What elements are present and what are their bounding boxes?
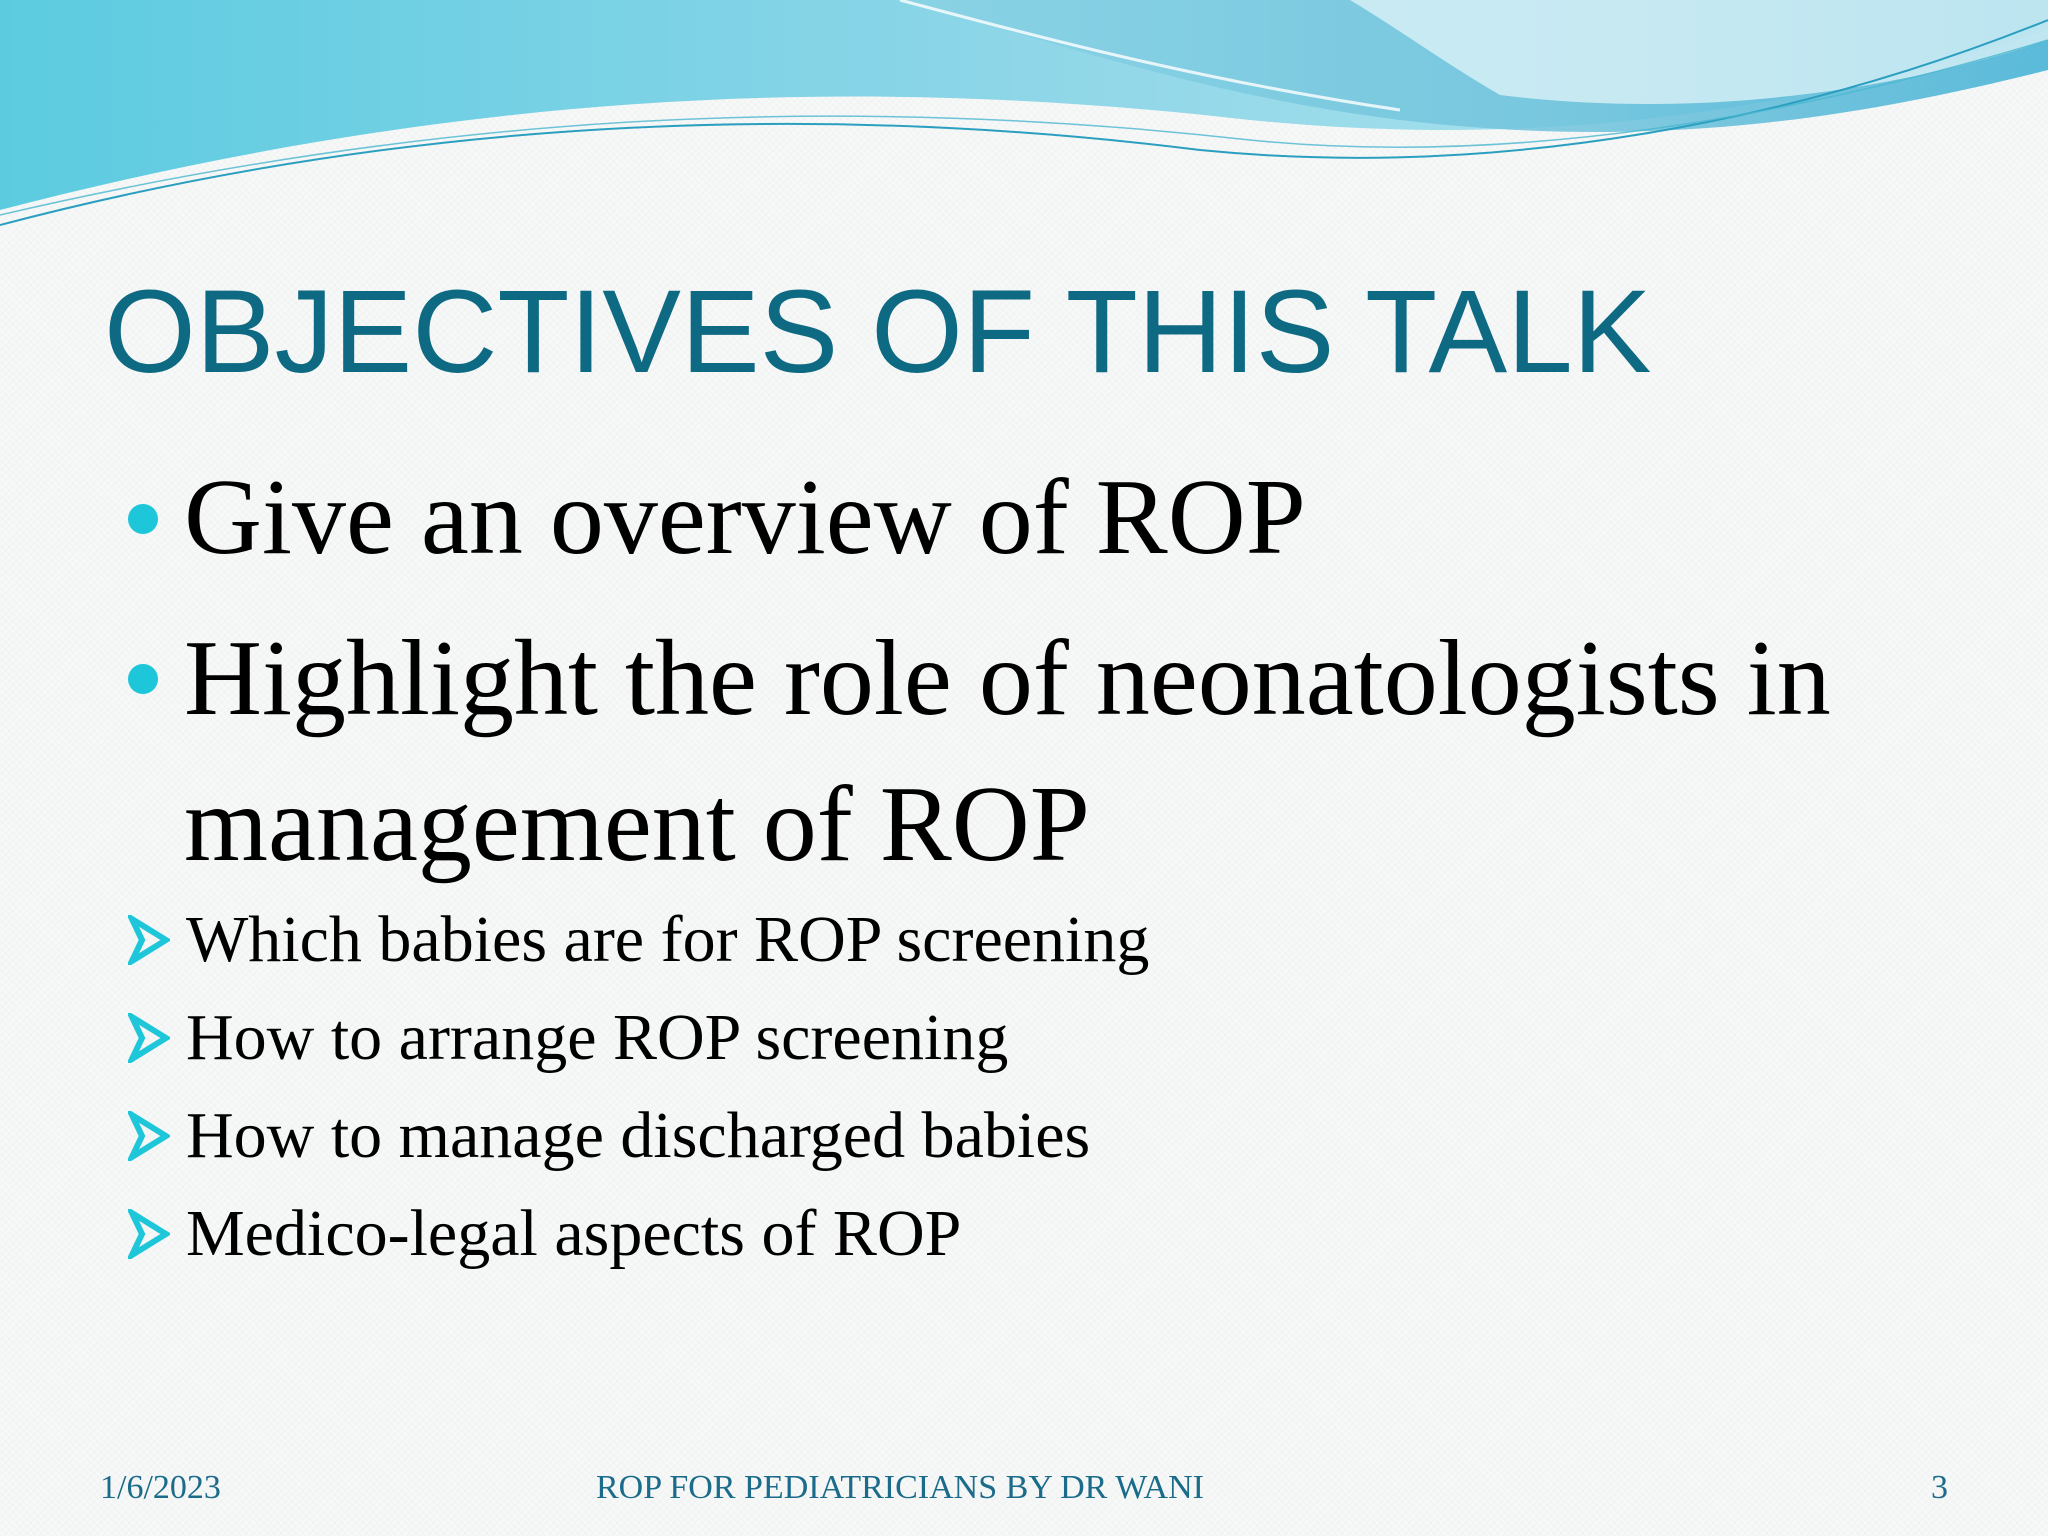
sub-bullet-item <box>128 1091 1090 1181</box>
footer-date: 1/6/2023 <box>100 1469 221 1506</box>
sub-bullet-text: Which babies are for ROP screening <box>186 903 1150 976</box>
bullet-dot-icon <box>128 504 158 534</box>
sub-bullet-text: Medico-legal aspects of ROP <box>186 1197 962 1270</box>
sub-bullet-item <box>128 1189 961 1279</box>
header-wave-decoration <box>0 0 2048 240</box>
arrowhead-right-icon <box>128 1209 170 1259</box>
sub-bullet-item <box>128 993 1008 1083</box>
arrowhead-right-icon <box>128 915 170 965</box>
sub-bullet-text: How to manage discharged babies <box>186 1099 1091 1172</box>
slide-title: OBJECTIVES OF THIS TALK <box>104 266 1652 398</box>
sub-bullet-text: How to arrange ROP screening <box>186 1001 1009 1074</box>
sub-bullet-item <box>128 895 1149 985</box>
bullet-item <box>128 606 2044 898</box>
page-number: 3 <box>1931 1469 1948 1506</box>
bullet-text: Give an overview of ROP <box>184 458 1306 577</box>
bullet-text: Highlight the role of neonatologists in management of ROP <box>184 619 1831 884</box>
arrowhead-right-icon <box>128 1111 170 1161</box>
arrowhead-right-icon <box>128 1013 170 1063</box>
bullet-dot-icon <box>128 664 158 694</box>
footer-title: ROP FOR PEDIATRICIANS BY DR WANI <box>596 1469 1204 1506</box>
bullet-item <box>128 446 1306 590</box>
